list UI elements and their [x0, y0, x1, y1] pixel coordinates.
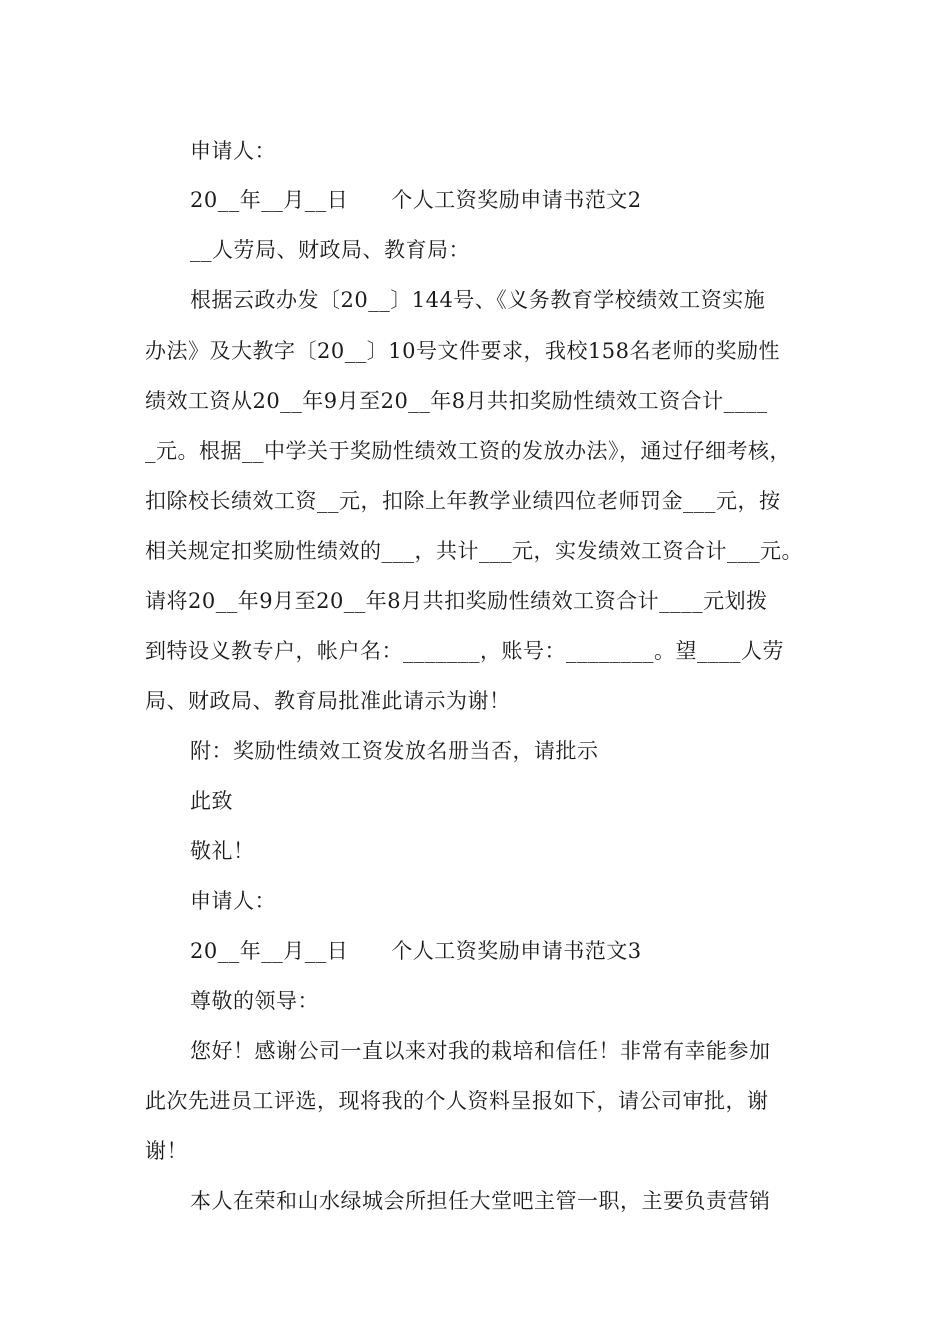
- body-paragraph-line: 到特设义教专户，帐户名：_______，账号：________。望____人劳: [145, 639, 784, 663]
- body-paragraph-line: 办法》及大教字〔20__〕10号文件要求，我校158名老师的奖励性: [145, 339, 781, 363]
- body-paragraph-line: 此次先进员工评选，现将我的个人资料呈报如下，请公司审批，谢: [145, 1089, 769, 1113]
- recipient-line: __人劳局、财政局、教育局：: [190, 238, 470, 262]
- body-paragraph-line: 扣除校长绩效工资__元，扣除上年教学业绩四位老师罚金___元，按: [145, 489, 781, 513]
- attachment-note: 附：奖励性绩效工资发放名册当否，请批示: [190, 739, 599, 763]
- date-and-section-title-2: 20__年__月__日 个人工资奖励申请书范文2: [190, 188, 642, 212]
- closing-regards: 敬礼！: [190, 839, 255, 863]
- body-paragraph-line: 绩效工资从20__年9月至20__年8月共扣奖励性绩效工资合计____: [145, 389, 768, 413]
- body-paragraph-line: 本人在荣和山水绿城会所担任大堂吧主管一职，主要负责营销: [190, 1189, 771, 1213]
- body-paragraph-line: 相关规定扣奖励性绩效的___，共计___元，实发绩效工资合计___元。: [145, 539, 803, 563]
- body-paragraph-line: 谢！: [145, 1139, 188, 1163]
- greeting-line: 尊敬的领导：: [190, 989, 319, 1013]
- body-paragraph-line: 请将20__年9月至20__年8月共扣奖励性绩效工资合计____元划拨: [145, 589, 768, 613]
- closing-salutation: 此致: [190, 789, 233, 813]
- body-paragraph-line: 局、财政局、教育局批准此请示为谢！: [145, 689, 511, 713]
- body-paragraph-line: _元。根据__中学关于奖励性绩效工资的发放办法》，通过仔细考核，: [145, 439, 791, 463]
- body-paragraph-line: 根据云政办发〔20__〕144号、《义务教育学校绩效工资实施: [190, 288, 766, 312]
- date-and-section-title-3: 20__年__月__日 个人工资奖励申请书范文3: [190, 939, 642, 963]
- body-paragraph-line: 您好！感谢公司一直以来对我的栽培和信任！非常有幸能参加: [190, 1039, 771, 1063]
- applicant-label: 申请人：: [190, 889, 276, 913]
- applicant-label: 申请人：: [190, 139, 276, 163]
